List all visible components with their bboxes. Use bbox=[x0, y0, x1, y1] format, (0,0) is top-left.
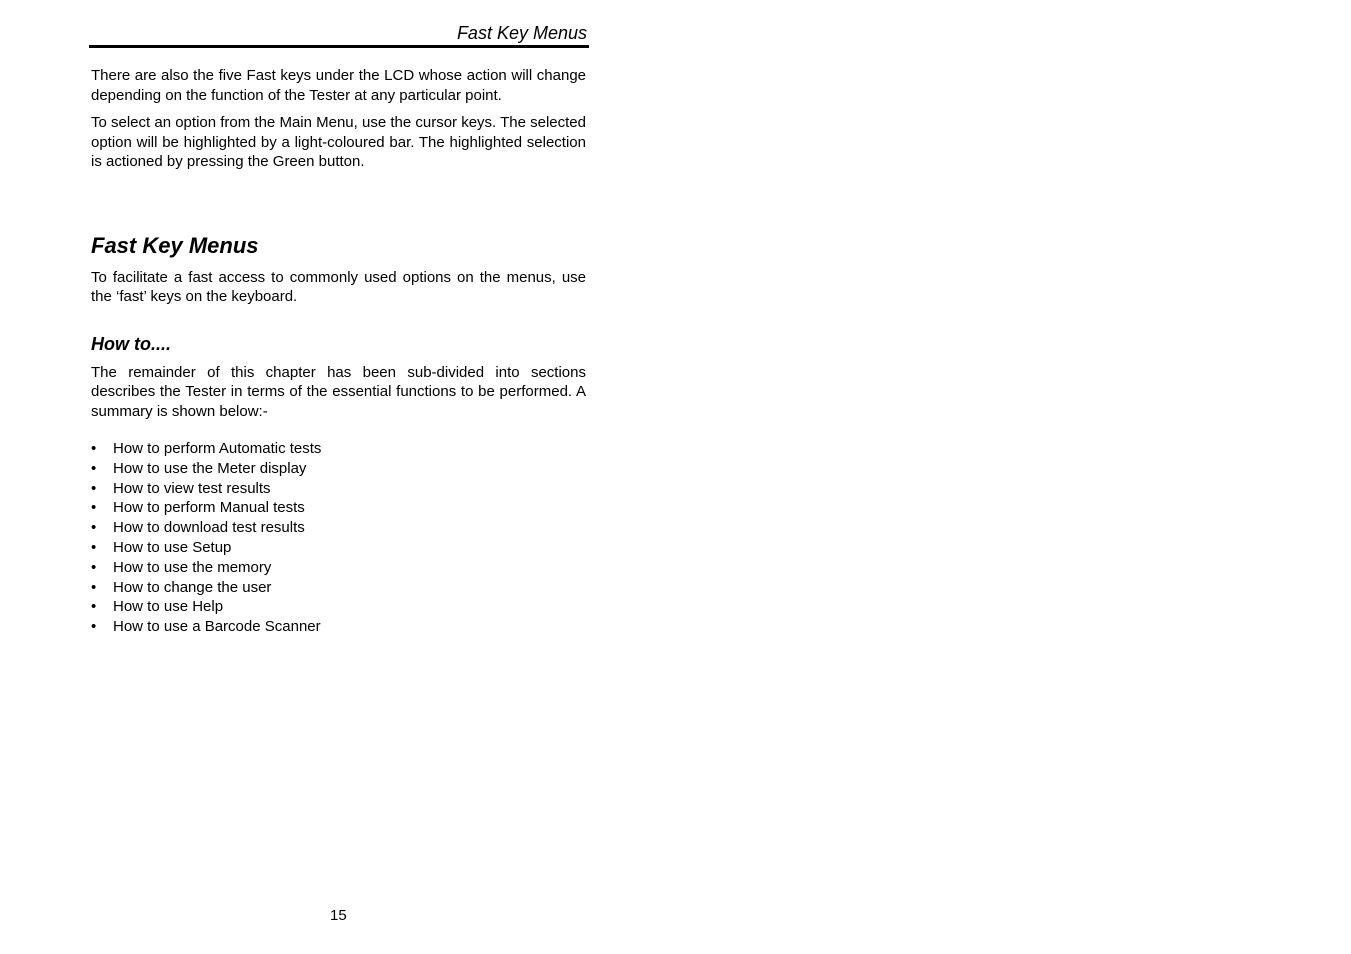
list-item bbox=[91, 597, 586, 617]
list-item bbox=[91, 518, 586, 538]
bullet-icon: • bbox=[91, 618, 97, 636]
list-item-text: How to perform Manual tests bbox=[113, 499, 305, 517]
how-to-list bbox=[91, 439, 586, 637]
intro-paragraph-fast-keys: There are also the five Fast keys under the LCD whose action will change depending on the function of the Tester at any particular point. bbox=[91, 67, 586, 104]
intro-paragraph-main-menu: To select an option from the Main Menu, use the cursor keys. The selected option will be highlighted by a light-coloured bar. The highlighted selection is actioned by pressing the Green button. bbox=[91, 114, 586, 170]
list-item bbox=[91, 459, 586, 479]
list-item-text: How to use a Barcode Scanner bbox=[113, 618, 321, 636]
bullet-icon: • bbox=[91, 479, 97, 497]
list-item-text: How to use the memory bbox=[113, 558, 272, 576]
page-body bbox=[91, 66, 586, 637]
header-rule bbox=[89, 45, 589, 48]
page-number: 15 bbox=[330, 907, 347, 924]
list-item bbox=[91, 538, 586, 558]
bullet-icon: • bbox=[91, 558, 97, 576]
bullet-icon: • bbox=[91, 519, 97, 537]
list-item-text: How to use Setup bbox=[113, 538, 232, 556]
list-item bbox=[91, 479, 586, 499]
how-to-paragraph: The remainder of this chapter has been sub-divided into sections describes the Tester in terms of the essential functions to be performed. A summary is shown below:- bbox=[91, 363, 586, 420]
list-item-text: How to download test results bbox=[113, 519, 305, 537]
list-item-text: How to use Help bbox=[113, 598, 224, 616]
fast-key-menus-heading: Fast Key Menus bbox=[91, 232, 259, 258]
bullet-icon: • bbox=[91, 538, 97, 556]
bullet-icon: • bbox=[91, 459, 97, 477]
document-page bbox=[89, 0, 589, 954]
list-item-text: How to perform Automatic tests bbox=[113, 440, 322, 457]
running-header: Fast Key Menus bbox=[456, 23, 587, 43]
list-item-text: How to view test results bbox=[113, 479, 271, 497]
list-item bbox=[91, 439, 586, 459]
fast-key-menus-paragraph: To facilitate a fast access to commonly used options on the menus, use the ‘fast’ keys on the keyboard. bbox=[91, 268, 586, 305]
list-item bbox=[91, 558, 586, 578]
list-item-text: How to use the Meter display bbox=[113, 459, 307, 477]
list-item bbox=[91, 498, 586, 518]
bullet-icon: • bbox=[91, 598, 97, 616]
bullet-icon: • bbox=[91, 440, 97, 457]
list-item bbox=[91, 617, 586, 637]
list-item-text: How to change the user bbox=[113, 578, 272, 596]
bullet-icon: • bbox=[91, 578, 97, 596]
list-item bbox=[91, 578, 586, 598]
how-to-heading: How to.... bbox=[91, 333, 171, 354]
bullet-icon: • bbox=[91, 499, 97, 517]
